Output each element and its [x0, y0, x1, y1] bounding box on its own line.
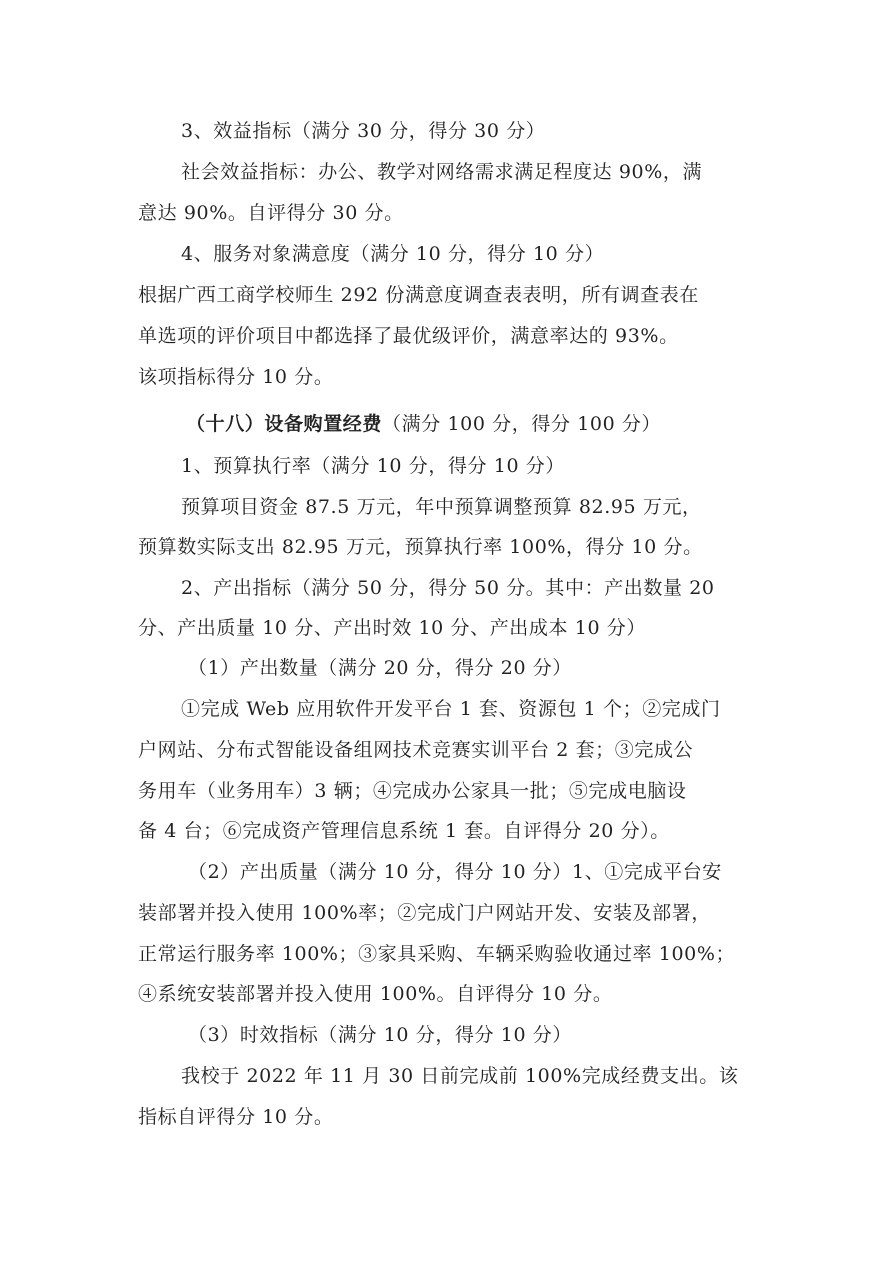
budget-execution-heading: 1、预算执行率（满分 10 分，得分 10 分） [181, 455, 566, 477]
satisfaction-heading: 4、服务对象满意度（满分 10 分，得分 10 分） [181, 243, 605, 265]
paragraph-line: 该项指标得分 10 分。 [138, 366, 334, 388]
paragraph-line: 单选项的评价项目中都选择了最优级评价，满意率达的 93%。 [138, 325, 679, 347]
output-quantity-heading: （1）产出数量（满分 20 分，得分 20 分） [188, 657, 573, 679]
paragraph-line: ④系统安装部署并投入使用 100%。自评得分 10 分。 [138, 983, 613, 1005]
section-score: （满分 100 分，得分 100 分） [382, 413, 662, 435]
paragraph-line: 户网站、分布式智能设备组网技术竞赛实训平台 2 套；③完成公 [138, 739, 694, 761]
paragraph-line: ①完成 Web 应用软件开发平台 1 套、资源包 1 个；②完成门 [181, 698, 721, 720]
paragraph-line: 务用车（业务用车）3 辆；④完成办公家具一批；⑤完成电脑设 [138, 780, 687, 802]
paragraph-line: 正常运行服务率 100%；③家具采购、车辆采购验收通过率 100%； [138, 943, 736, 965]
section-title: （十八）设备购置经费 [186, 413, 383, 435]
output-indicator-heading: 2、产出指标（满分 50 分，得分 50 分。其中：产出数量 20 [181, 577, 715, 599]
paragraph-line: 备 4 台；⑥完成资产管理信息系统 1 套。自评得分 20 分）。 [138, 820, 670, 842]
section-heading [186, 410, 661, 438]
paragraph-line: 装部署并投入使用 100%率；②完成门户网站开发、安装及部署， [138, 902, 711, 924]
paragraph-line: 分、产出质量 10 分、产出时效 10 分、产出成本 10 分） [138, 617, 646, 639]
benefit-indicator-heading: 3、效益指标（满分 30 分，得分 30 分） [181, 120, 546, 142]
paragraph-line: 预算项目资金 87.5 万元，年中预算调整预算 82.95 万元， [181, 496, 702, 518]
output-quality-heading: （2）产出质量（满分 10 分，得分 10 分）1、①完成平台安 [188, 861, 722, 883]
paragraph-line: 预算数实际支出 82.95 万元，预算执行率 100%，得分 10 分。 [138, 536, 703, 558]
paragraph-line: 根据广西工商学校师生 292 份满意度调查表表明，所有调查表在 [138, 284, 699, 306]
paragraph-line: 社会效益指标：办公、教学对网络需求满足程度达 90%，满 [181, 161, 703, 183]
paragraph-line: 指标自评得分 10 分。 [138, 1106, 334, 1128]
paragraph-line: 我校于 2022 年 11 月 30 日前完成前 100%完成经费支出。该 [181, 1065, 739, 1087]
timeliness-heading: （3）时效指标（满分 10 分，得分 10 分） [188, 1024, 573, 1046]
paragraph-line: 意达 90%。自评得分 30 分。 [138, 202, 404, 224]
